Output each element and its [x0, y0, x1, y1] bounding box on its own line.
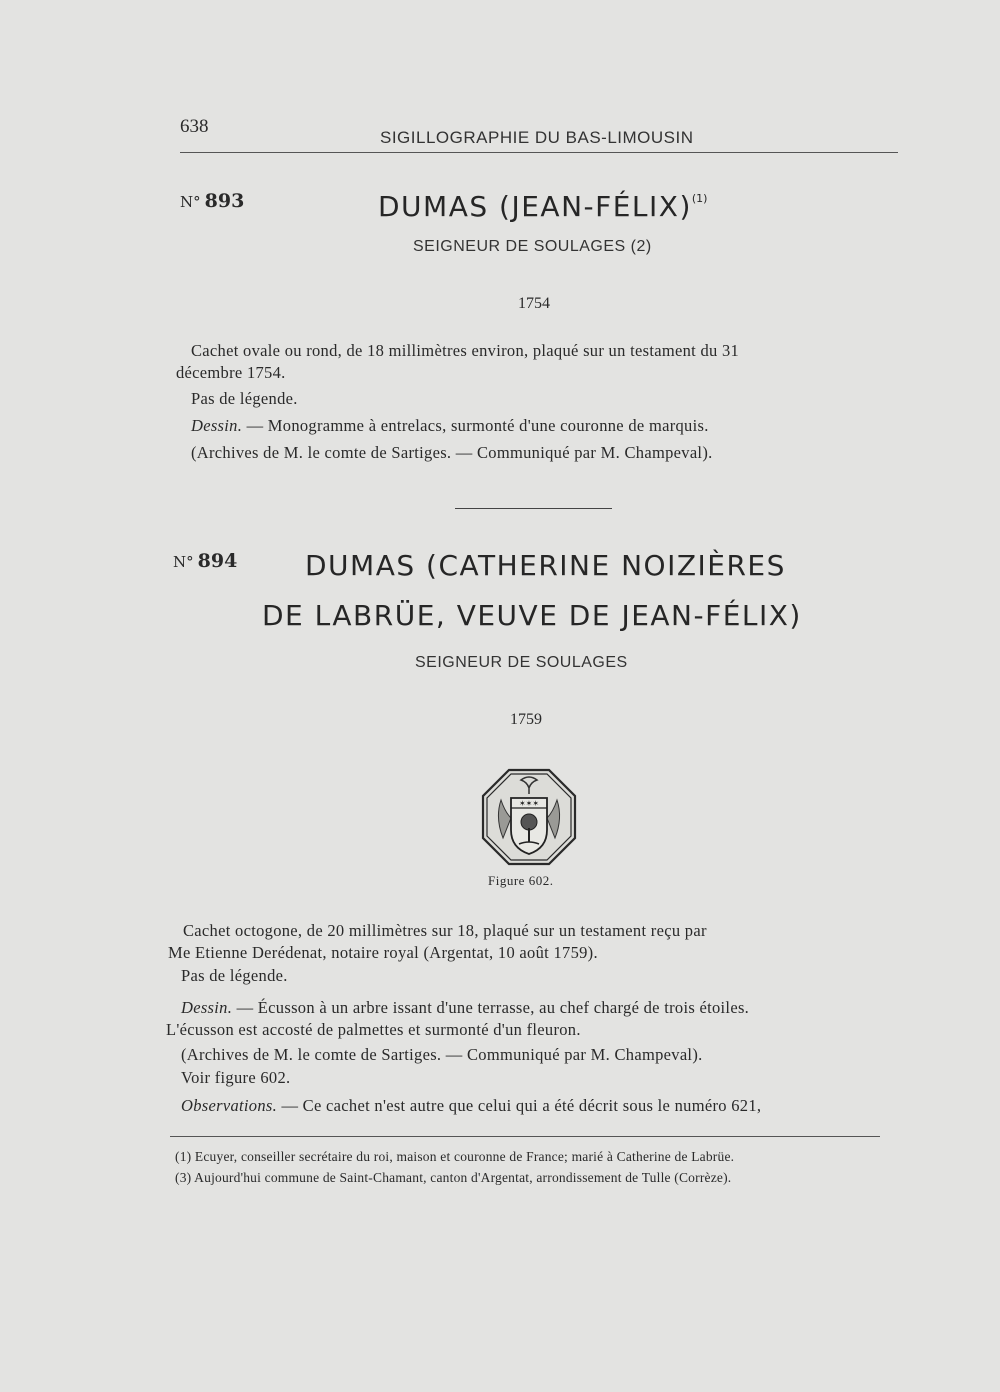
entry-894-subtitle: SEIGNEUR DE SOULAGES	[415, 654, 628, 671]
entry-893-title	[378, 190, 707, 223]
footnote-2: (3) Aujourd'hui commune de Saint-Chamant, canton d'Argentat, arrondissement de Tulle (Corrèze).	[175, 1170, 732, 1185]
observations-label: Observations.	[181, 1096, 278, 1115]
entry-894-description-1: Cachet octogone, de 20 millimètres sur 18, plaqué sur un testament reçu par	[183, 921, 707, 940]
number-label: N°	[173, 553, 194, 571]
design-text: — Monogramme à entrelacs, surmonté d'une couronne de marquis.	[242, 416, 709, 435]
entry-894-archives: (Archives de M. le comte de Sartiges. — Communiqué par M. Champeval).	[181, 1045, 703, 1064]
footnote-1: (1) Ecuyer, conseiller secrétaire du roi, maison et couronne de France; marié à Catherine de Labrüe.	[175, 1149, 735, 1164]
seal-figure	[481, 768, 577, 866]
entry-894-title-line1: DUMAS (CATHERINE NOIZIÈRES	[305, 549, 786, 582]
section-divider	[455, 508, 612, 509]
seal-tree-crown	[521, 814, 537, 830]
number-value: 894	[197, 550, 238, 572]
footnote-rule	[170, 1136, 880, 1137]
figure-caption: Figure 602.	[488, 873, 554, 888]
entry-893-subtitle: SEIGNEUR DE SOULAGES (2)	[413, 238, 652, 255]
entry-894-description-2: Me Etienne Derédenat, notaire royal (Argentat, 10 août 1759).	[168, 943, 598, 962]
number-label: N°	[180, 193, 201, 211]
design-text: — Écusson à un arbre issant d'une terrasse, au chef chargé de trois étoiles.	[232, 998, 750, 1017]
entry-894-title-line2: DE LABRÜE, VEUVE DE JEAN-FÉLIX)	[262, 599, 802, 632]
seal-stars: ✶✶✶	[518, 799, 540, 808]
design-label: Dessin.	[191, 416, 243, 435]
entry-893-description-2: décembre 1754.	[176, 363, 286, 382]
design-label: Dessin.	[181, 998, 233, 1017]
entry-894-design-1	[181, 998, 749, 1017]
number-value: 893	[204, 190, 245, 212]
entry-893-description-1: Cachet ovale ou rond, de 18 millimètres environ, plaqué sur un testament du 31	[191, 341, 740, 360]
entry-894-legend: Pas de légende.	[181, 966, 288, 985]
entry-893-archives: (Archives de M. le comte de Sartiges. — Communiqué par M. Champeval).	[191, 443, 713, 462]
header-rule	[180, 152, 898, 153]
title-text: DUMAS (JEAN-FÉLIX)	[378, 190, 692, 223]
entry-894-see-figure: Voir figure 602.	[181, 1068, 291, 1087]
entry-893-design	[191, 416, 709, 435]
observations-text: — Ce cachet n'est autre que celui qui a été décrit sous le numéro 621,	[277, 1096, 762, 1115]
entry-894-observations	[181, 1096, 761, 1115]
entry-893-number	[180, 190, 244, 212]
running-title: SIGILLOGRAPHIE DU BAS-LIMOUSIN	[380, 128, 694, 147]
entry-894-year: 1759	[510, 711, 542, 728]
footnote-ref: (1)	[691, 192, 708, 205]
page-number: 638	[180, 116, 209, 137]
entry-894-number	[173, 550, 237, 572]
entry-894-design-2: L'écusson est accosté de palmettes et surmonté d'un fleuron.	[166, 1020, 581, 1039]
entry-893-year: 1754	[518, 295, 550, 312]
entry-893-legend: Pas de légende.	[191, 389, 298, 408]
